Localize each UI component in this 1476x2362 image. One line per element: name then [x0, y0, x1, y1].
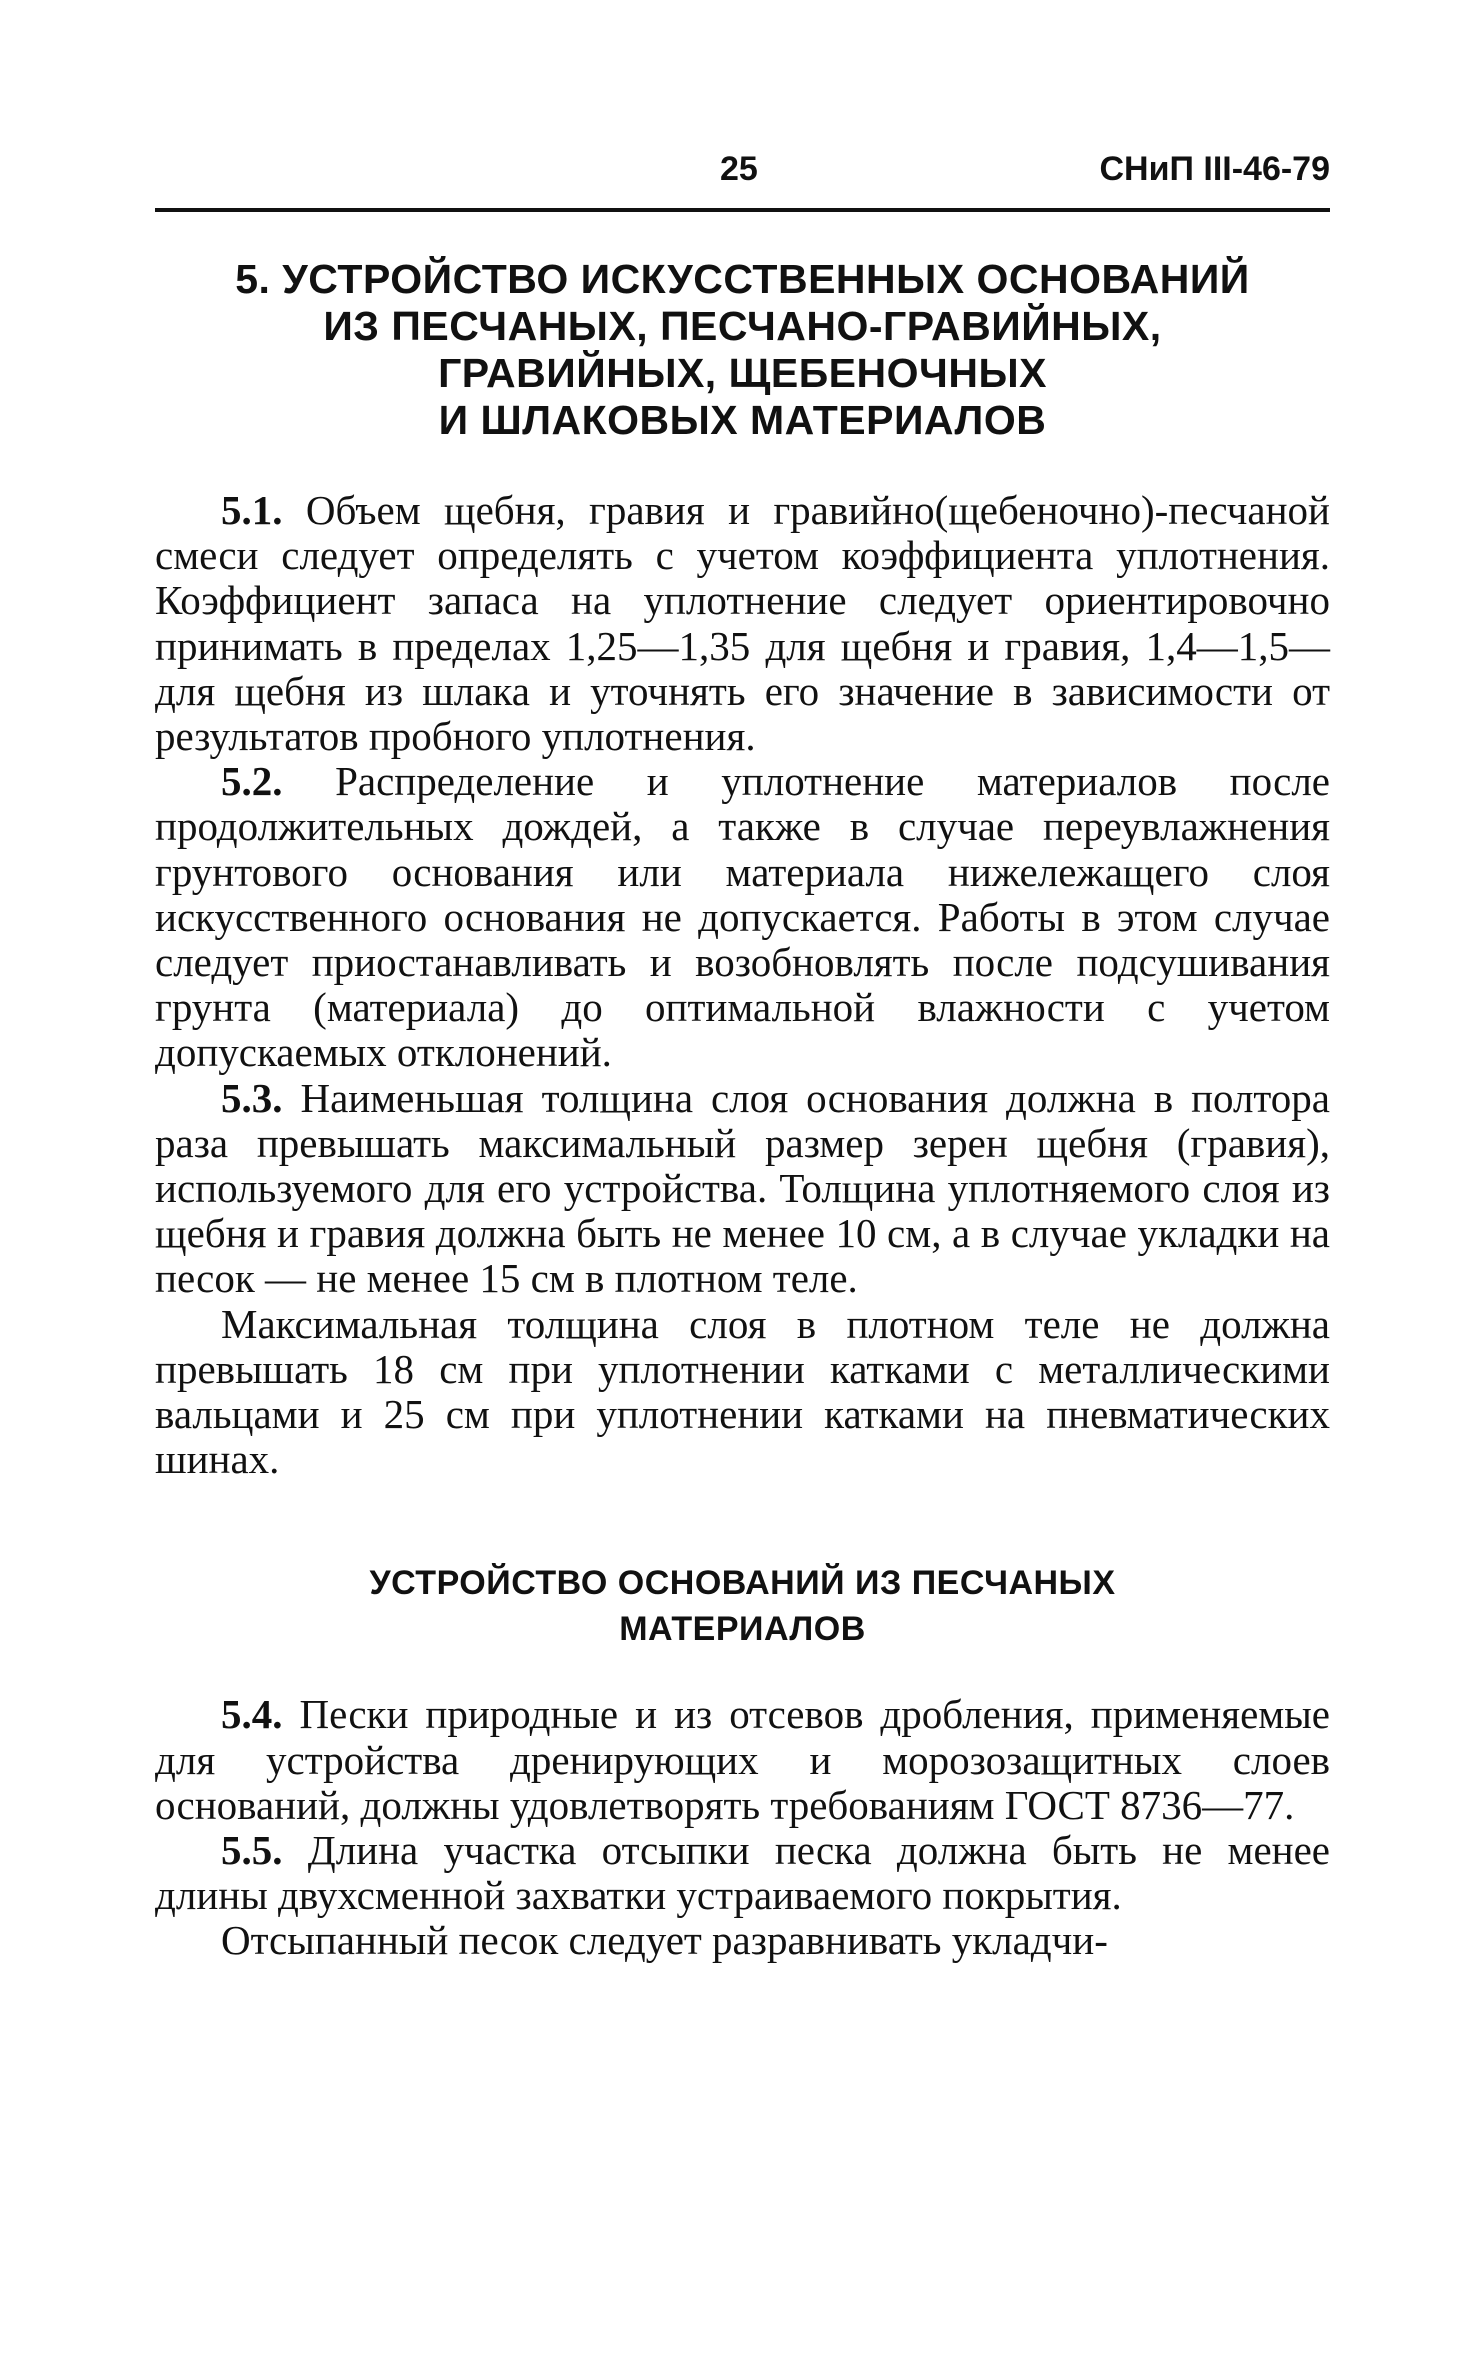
paragraph-5-5-continued	[155, 1918, 1330, 1963]
paragraph-5-2	[155, 759, 1330, 1075]
paragraph-5-3	[155, 1076, 1330, 1302]
paragraph-5-3-continued	[155, 1302, 1330, 1483]
chapter-title-line: 5. УСТРОЙСТВО ИСКУССТВЕННЫХ ОСНОВАНИЙ	[235, 256, 1250, 302]
paragraph-5-4	[155, 1692, 1330, 1828]
paragraph-text: Наименьшая толщина слоя основания должна в полтора раза превышать максимальный размер зерен щебня (гравия), используемого для его устройства. Толщина уплотняемого слоя из щебня и гравия должна быть не менее 10 см, а в случае укладки на песок — не менее 15 см в плотном теле.	[155, 1074, 1331, 1302]
paragraph-text: Объем щебня, гравия и гравийно(щебеночно)-песчаной смеси следует определять с учетом коэффициента уплотнения. Коэффициент запаса на уплотнение следует ориентировочно принимать в пределах 1,25—1,35 для щебня и гравия, 1,4—1,5—для щебня из шлака и уточнять его значение в зависимости от результатов пробного уплотнения.	[155, 487, 1330, 760]
clause-number: 5.3.	[221, 1074, 283, 1121]
paragraph-5-1	[155, 488, 1330, 759]
header-rule	[155, 208, 1330, 212]
document-page	[155, 150, 1330, 1964]
page-number: 25	[720, 150, 758, 188]
clause-number: 5.1.	[221, 487, 283, 533]
clause-number: 5.2.	[221, 758, 283, 805]
section-title	[155, 1560, 1330, 1652]
paragraph-text: Длина участка отсыпки песка должна быть не менее длины двухсменной захватки устраиваемого покрытия.	[155, 1827, 1331, 1919]
section-title-line: УСТРОЙСТВО ОСНОВАНИЙ ИЗ ПЕСЧАНЫХ	[369, 1564, 1116, 1603]
paragraph-text: Отсыпанный песок следует разравнивать укладчи-	[221, 1917, 1108, 1964]
paragraph-text: Распределение и уплотнение материалов после продолжительных дождей, а также в случае переувлажнения грунтового основания или материала нижележащего слоя искусственного основания не допускается. Работы в этом случае следует приостанавливать и возобновлять после подсушивания грунта (материала) до оптимальной влажности с учетом допускаемых отклонений.	[155, 758, 1331, 1076]
chapter-title-line: И ШЛАКОВЫХ МАТЕРИАЛОВ	[438, 397, 1047, 443]
section-title-line: МАТЕРИАЛОВ	[619, 1610, 866, 1649]
running-head	[155, 150, 1330, 208]
chapter-title-line: ГРАВИЙНЫХ, ЩЕБЕНОЧНЫХ	[438, 350, 1047, 396]
clause-number: 5.4.	[221, 1691, 283, 1738]
clause-number: 5.5.	[221, 1827, 283, 1874]
chapter-title	[155, 256, 1330, 444]
body-text	[155, 488, 1330, 1964]
paragraph-text: Максимальная толщина слоя в плотном теле не должна превышать 18 см при уплотнении катками с металлическими вальцами и 25 см при уплотнении катками на пневматических шинах.	[155, 1300, 1330, 1483]
document-code: СНиП III-46-79	[1099, 150, 1330, 188]
paragraph-5-5	[155, 1828, 1330, 1918]
chapter-title-line: ИЗ ПЕСЧАНЫХ, ПЕСЧАНО-ГРАВИЙНЫХ,	[323, 303, 1162, 349]
paragraph-text: Пески природные и из отсевов дробления, применяемые для устройства дренирующих и морозозащитных слоев оснований, должны удовлетворять требованиям ГОСТ 8736—77.	[155, 1691, 1330, 1828]
